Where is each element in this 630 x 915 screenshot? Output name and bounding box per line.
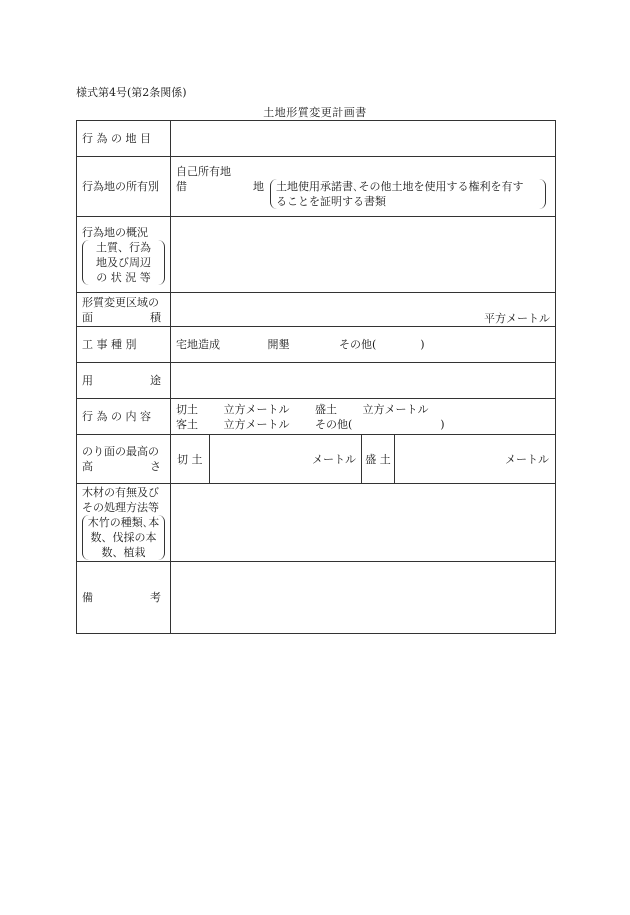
overview-paren-note: 土質、行為 地及び周辺 の 状 況 等 xyxy=(82,240,165,285)
option-other-work: その他( ) xyxy=(339,338,425,351)
label-work-type: 工 事 種 別 xyxy=(77,327,171,363)
label-purpose: 用 途 xyxy=(77,363,171,399)
content-fill-unit: 立方メートル xyxy=(362,402,429,416)
slope-cut-label: 切 土 xyxy=(171,435,210,483)
row-trees xyxy=(77,484,556,562)
field-content[interactable] xyxy=(171,399,556,435)
row-work-type xyxy=(77,327,556,363)
row-content xyxy=(77,399,556,435)
label-remarks: 備 考 xyxy=(77,562,171,634)
row-area xyxy=(77,293,556,327)
row-ownership xyxy=(77,157,556,217)
document-title: 土地形質変更計画書 xyxy=(263,106,367,119)
row-purpose xyxy=(77,363,556,399)
field-purpose[interactable] xyxy=(171,363,556,399)
slope-cut-unit: メートル xyxy=(210,435,362,483)
option-reclamation: 開墾 xyxy=(267,338,290,351)
label-slope: のり面の最高の 高 さ xyxy=(77,435,171,484)
field-remarks[interactable] xyxy=(171,562,556,634)
slope-fill-unit: メートル xyxy=(505,452,549,466)
field-work-type[interactable] xyxy=(171,327,556,363)
row-remarks xyxy=(77,562,556,634)
label-content: 行 為 の 内 容 xyxy=(77,399,171,435)
content-add-label: 客土 xyxy=(176,417,198,431)
slope-fill-label: 盛 土 xyxy=(362,435,395,483)
field-overview[interactable] xyxy=(171,217,556,293)
content-cut-unit: 立方メートル xyxy=(223,402,290,416)
plan-form-table xyxy=(76,120,556,634)
label-overview: 行為地の概況 土質、行為 地及び周辺 の 状 況 等 xyxy=(77,217,171,293)
ownership-note: 土地使用承諾書､その他土地を使用する権利を有す ることを証明する書類 xyxy=(270,179,546,209)
field-trees[interactable] xyxy=(171,484,556,562)
field-area[interactable] xyxy=(171,293,556,327)
area-unit: 平方メートル xyxy=(484,312,550,325)
content-cut-label: 切土 xyxy=(176,402,198,416)
label-land-category: 行 為 の 地 目 xyxy=(77,121,171,157)
option-housing-development: 宅地造成 xyxy=(176,338,220,351)
option-leased-land: 借 地 xyxy=(176,180,264,193)
row-land-category xyxy=(77,121,556,157)
field-slope[interactable] xyxy=(171,435,556,484)
row-slope xyxy=(77,435,556,484)
form-reference: 様式第4号(第2条関係) xyxy=(76,86,187,99)
field-land-category[interactable] xyxy=(171,121,556,157)
option-own-land: 自己所有地 xyxy=(176,165,231,178)
content-add-unit: 立方メートル xyxy=(223,417,290,431)
label-ownership: 行為地の所有別 xyxy=(77,157,171,217)
row-overview xyxy=(77,217,556,293)
field-ownership[interactable] xyxy=(171,157,556,217)
content-fill-label: 盛土 xyxy=(315,402,337,416)
label-trees: 木材の有無及び その処理方法等 木竹の種類､本 数、伐採の本 数、植栽 xyxy=(77,484,171,562)
trees-paren-note: 木竹の種類､本 数、伐採の本 数、植栽 xyxy=(82,515,165,560)
content-other: その他( ) xyxy=(315,417,445,431)
label-area: 形質変更区域の 面 積 xyxy=(77,293,171,327)
